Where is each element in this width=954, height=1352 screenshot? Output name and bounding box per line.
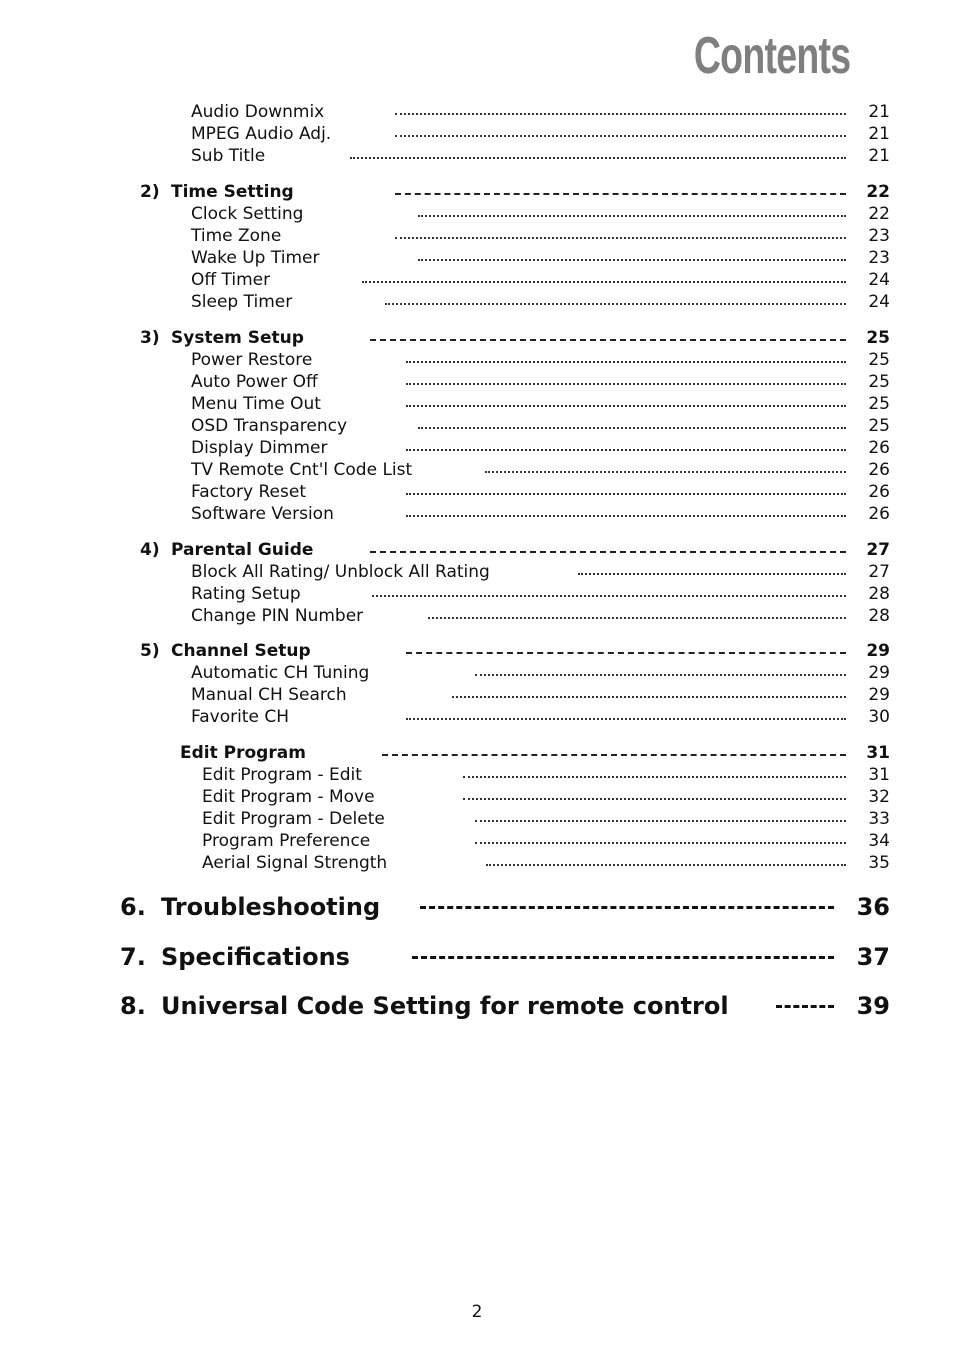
toc-entry-label: Aerial Signal Strength [202,853,388,873]
toc-entry [0,786,954,808]
toc-entry-page: 22 [868,204,890,224]
toc-entry-label: Block All Rating/ Unblock All Rating [191,562,490,582]
toc-dot-leader [406,493,846,495]
toc-entry-label: Channel Setup [171,641,311,661]
toc-entry-page: 27 [868,562,890,582]
toc-entry-page: 24 [868,270,890,290]
toc-entry-label: TV Remote Cnt'l Code List [191,460,413,480]
toc-entry-label: Program Preference [202,831,371,851]
toc-dot-leader [406,449,846,451]
toc-entry-page: 32 [868,787,890,807]
toc-entry-label: Parental Guide [171,540,314,560]
toc-entry [0,225,954,247]
toc-entry-page: 37 [856,943,890,971]
toc-dot-leader [428,617,846,619]
toc-entry [0,662,954,684]
toc-entry-page: 26 [868,438,890,458]
toc-entry [0,145,954,167]
toc-dot-leader [412,956,834,959]
toc-entry-label: Edit Program - Edit [202,765,362,785]
toc-entry-number: 8. [120,992,146,1020]
toc-entry [0,940,954,974]
toc-entry-number: 4) [140,540,160,560]
toc-entry [0,247,954,269]
toc-entry [0,393,954,415]
toc-entry-page: 25 [868,394,890,414]
toc-dot-leader [372,595,846,597]
toc-entry-label: Manual CH Search [191,685,347,705]
toc-entry-label: Display Dimmer [191,438,328,458]
toc-dot-leader [406,405,846,407]
toc-entry-number: 7. [120,943,146,971]
toc-entry-number: 6. [120,893,146,921]
toc-entry [0,561,954,583]
toc-entry-page: 21 [868,146,890,166]
toc-entry [0,764,954,786]
toc-entry-page: 28 [868,606,890,626]
page-title: Contents [693,27,850,85]
toc-entry-number: 3) [140,328,160,348]
toc-dot-leader [395,193,846,195]
toc-entry [0,437,954,459]
toc-entry [0,539,954,561]
toc-dot-leader [406,361,846,363]
toc-dot-leader [418,259,846,261]
toc-dot-leader [406,515,846,517]
toc-entry-page: 35 [868,853,890,873]
toc-entry [0,830,954,852]
toc-entry [0,583,954,605]
toc-dot-leader [370,551,846,553]
toc-entry-page: 25 [868,416,890,436]
toc-entry [0,640,954,662]
toc-dot-leader [486,864,846,866]
toc-entry [0,503,954,525]
toc-entry [0,349,954,371]
toc-dot-leader [362,281,846,283]
toc-entry-label: Audio Downmix [191,102,325,122]
toc-dot-leader [475,842,846,844]
toc-dot-leader [776,1005,834,1008]
toc-entry [0,291,954,313]
toc-entry-label: Sub Title [191,146,266,166]
toc-entry-page: 29 [868,685,890,705]
toc-entry-label: Wake Up Timer [191,248,320,268]
toc-entry-label: MPEG Audio Adj. [191,124,332,144]
toc-entry-page: 39 [856,992,890,1020]
toc-entry-page: 24 [868,292,890,312]
toc-entry-page: 33 [868,809,890,829]
toc-entry-page: 27 [866,540,890,560]
toc-dot-leader [395,135,846,137]
toc-entry-label: Change PIN Number [191,606,364,626]
toc-entry-label: Rating Setup [191,584,301,604]
toc-dot-leader [370,339,846,341]
toc-dot-leader [463,798,846,800]
toc-dot-leader [418,427,846,429]
toc-entry [0,852,954,874]
toc-entry-label: Automatic CH Tuning [191,663,370,683]
toc-entry-label: Sleep Timer [191,292,293,312]
page-number: 2 [471,1302,483,1322]
toc-entry [0,989,954,1023]
toc-entry [0,706,954,728]
toc-entry [0,459,954,481]
toc-entry-page: 25 [868,372,890,392]
toc-entry-page: 25 [866,328,890,348]
toc-entry-label: Menu Time Out [191,394,321,414]
toc-entry [0,684,954,706]
toc-dot-leader [578,573,846,575]
toc-entry-label: Edit Program - Delete [202,809,385,829]
toc-entry-page: 31 [868,765,890,785]
toc-entry-page: 26 [868,504,890,524]
toc-dot-leader [420,906,834,909]
toc-dot-leader [406,383,846,385]
toc-entry [0,742,954,764]
toc-dot-leader [485,471,846,473]
toc-entry [0,481,954,503]
toc-entry-page: 36 [856,893,890,921]
toc-entry-label: Time Setting [171,182,294,202]
toc-entry [0,181,954,203]
toc-dot-leader [382,754,846,756]
toc-entry-number: 5) [140,641,160,661]
toc-entry-page: 31 [866,743,890,763]
toc-entry-label: Off Timer [191,270,271,290]
toc-entry-label: Software Version [191,504,334,524]
toc-dot-leader [452,696,846,698]
toc-dot-leader [406,652,846,654]
toc-entry-label: Edit Program - Move [202,787,375,807]
toc-dot-leader [385,303,846,305]
toc-entry-label: Time Zone [191,226,282,246]
toc-dot-leader [406,718,846,720]
toc-entry-label: Power Restore [191,350,313,370]
toc-entry [0,203,954,225]
toc-entry [0,890,954,924]
toc-dot-leader [418,215,846,217]
toc-entry [0,371,954,393]
toc-entry-page: 26 [868,482,890,502]
toc-entry-page: 29 [868,663,890,683]
toc-entry [0,415,954,437]
toc-entry-page: 23 [868,226,890,246]
toc-entry-page: 26 [868,460,890,480]
toc-entry-page: 29 [866,641,890,661]
toc-entry-page: 23 [868,248,890,268]
toc-entry-number: 2) [140,182,160,202]
toc-entry-label: Clock Setting [191,204,304,224]
toc-entry-label: Auto Power Off [191,372,318,392]
toc-dot-leader [475,674,846,676]
toc-dot-leader [395,237,846,239]
toc-entry [0,123,954,145]
toc-entry-page: 21 [868,124,890,144]
toc-entry-label: Specifications [161,943,350,971]
toc-entry [0,269,954,291]
toc-entry-page: 30 [868,707,890,727]
toc-dot-leader [463,776,846,778]
toc-entry-page: 28 [868,584,890,604]
toc-dot-leader [350,157,846,159]
toc-entry [0,808,954,830]
toc-entry-label: Edit Program [180,743,306,763]
toc-entry-label: System Setup [171,328,304,348]
toc-entry-label: Factory Reset [191,482,306,502]
toc-entry-page: 22 [866,182,890,202]
toc-entry-label: Universal Code Setting for remote control [161,992,729,1020]
toc-entry-label: OSD Transparency [191,416,348,436]
toc-entry [0,327,954,349]
toc-entry-page: 21 [868,102,890,122]
toc-dot-leader [475,820,846,822]
toc-entry-page: 34 [868,831,890,851]
toc-entry-label: Troubleshooting [161,893,381,921]
toc-entry [0,101,954,123]
toc-dot-leader [395,113,846,115]
toc-entry-page: 25 [868,350,890,370]
toc-entry [0,605,954,627]
toc-entry-label: Favorite CH [191,707,289,727]
